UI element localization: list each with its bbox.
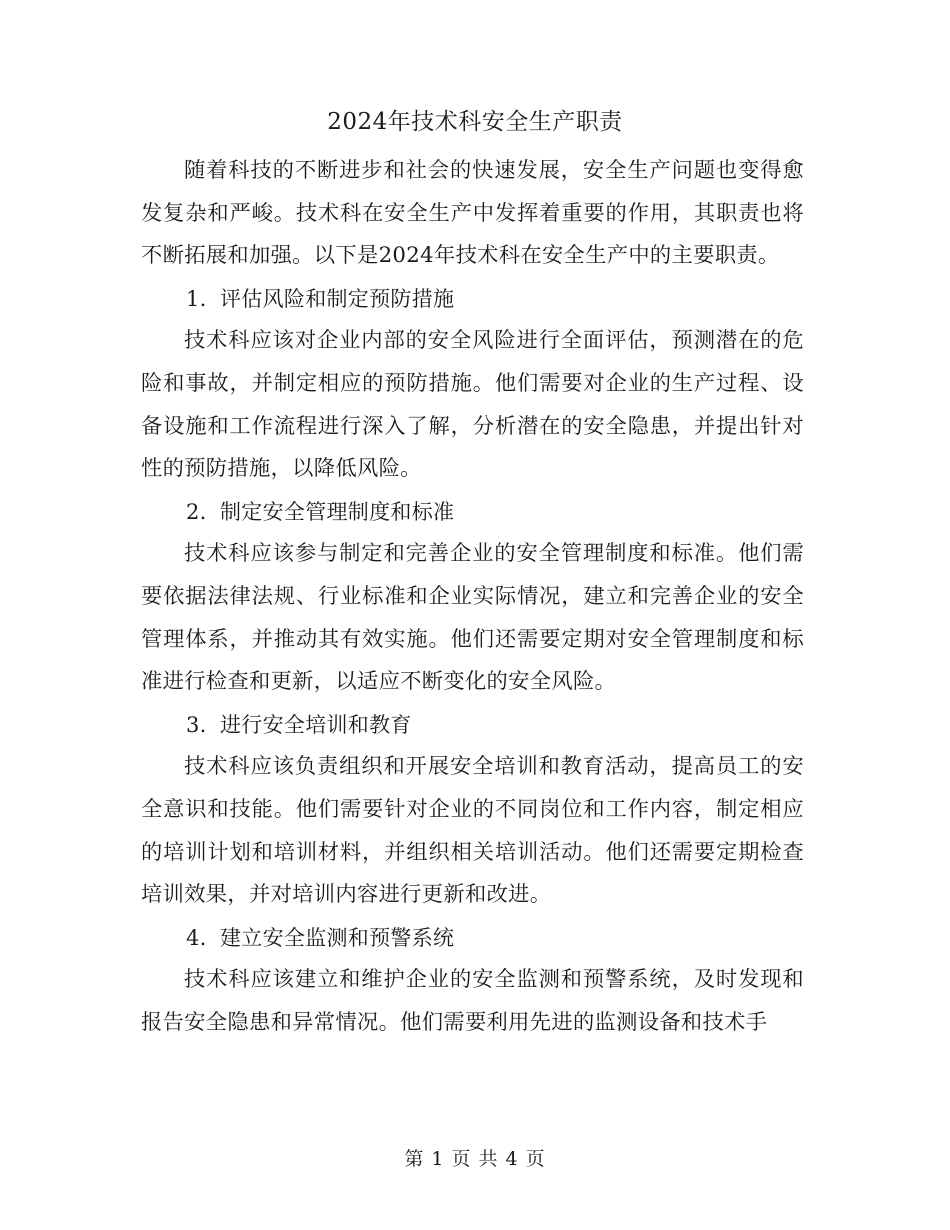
page-number-footer: 第 1 页 共 4 页 (404, 1148, 546, 1170)
section-heading-text: 建立安全监测和预警系统 (220, 925, 455, 950)
intro-paragraph: 随着科技的不断进步和社会的快速发展，安全生产问题也变得愈发复杂和严峻。技术科在安全生产中发挥着重要的作用，其职责也将不断拓展和加强。以下是2024年技术科在安全生产中的主要职责。 (141, 158, 804, 269)
section-heading-3 (141, 704, 804, 747)
section-heading-2 (141, 491, 804, 534)
section-heading-text: 制定安全管理制度和标准 (220, 499, 455, 524)
section-heading-text: 评估风险和制定预防措施 (220, 286, 455, 311)
section-number: 3. (186, 712, 207, 737)
section-body-1: 技术科应该对企业内部的安全风险进行全面评估，预测潜在的危险和事故，并制定相应的预防措施。他们需要对企业的生产过程、设备设施和工作流程进行深入了解，分析潜在的安全隐患，并提出针对性的预防措施，以降低风险。 (141, 328, 804, 482)
section-number: 4. (186, 925, 207, 950)
section-number: 1. (186, 286, 207, 311)
section-number: 2. (186, 499, 207, 524)
document-title: 2024年技术科安全生产职责 (327, 109, 623, 135)
section-body-4: 技术科应该建立和维护企业的安全监测和预警系统，及时发现和报告安全隐患和异常情况。他们需要利用先进的监测设备和技术手 (141, 967, 804, 1035)
document-body (141, 150, 804, 1044)
section-body-2: 技术科应该参与制定和完善企业的安全管理制度和标准。他们需要依据法律法规、行业标准和企业实际情况，建立和完善企业的安全管理体系，并推动其有效实施。他们还需要定期对安全管理制度和标准进行检查和更新，以适应不断变化的安全风险。 (141, 541, 804, 695)
section-body-3: 技术科应该负责组织和开展安全培训和教育活动，提高员工的安全意识和技能。他们需要针对企业的不同岗位和工作内容，制定相应的培训计划和培训材料，并组织相关培训活动。他们还需要定期检查培训效果，并对培训内容进行更新和改进。 (141, 754, 804, 908)
section-heading-4 (141, 917, 804, 960)
section-heading-1 (141, 278, 804, 321)
section-heading-text: 进行安全培训和教育 (220, 712, 412, 737)
